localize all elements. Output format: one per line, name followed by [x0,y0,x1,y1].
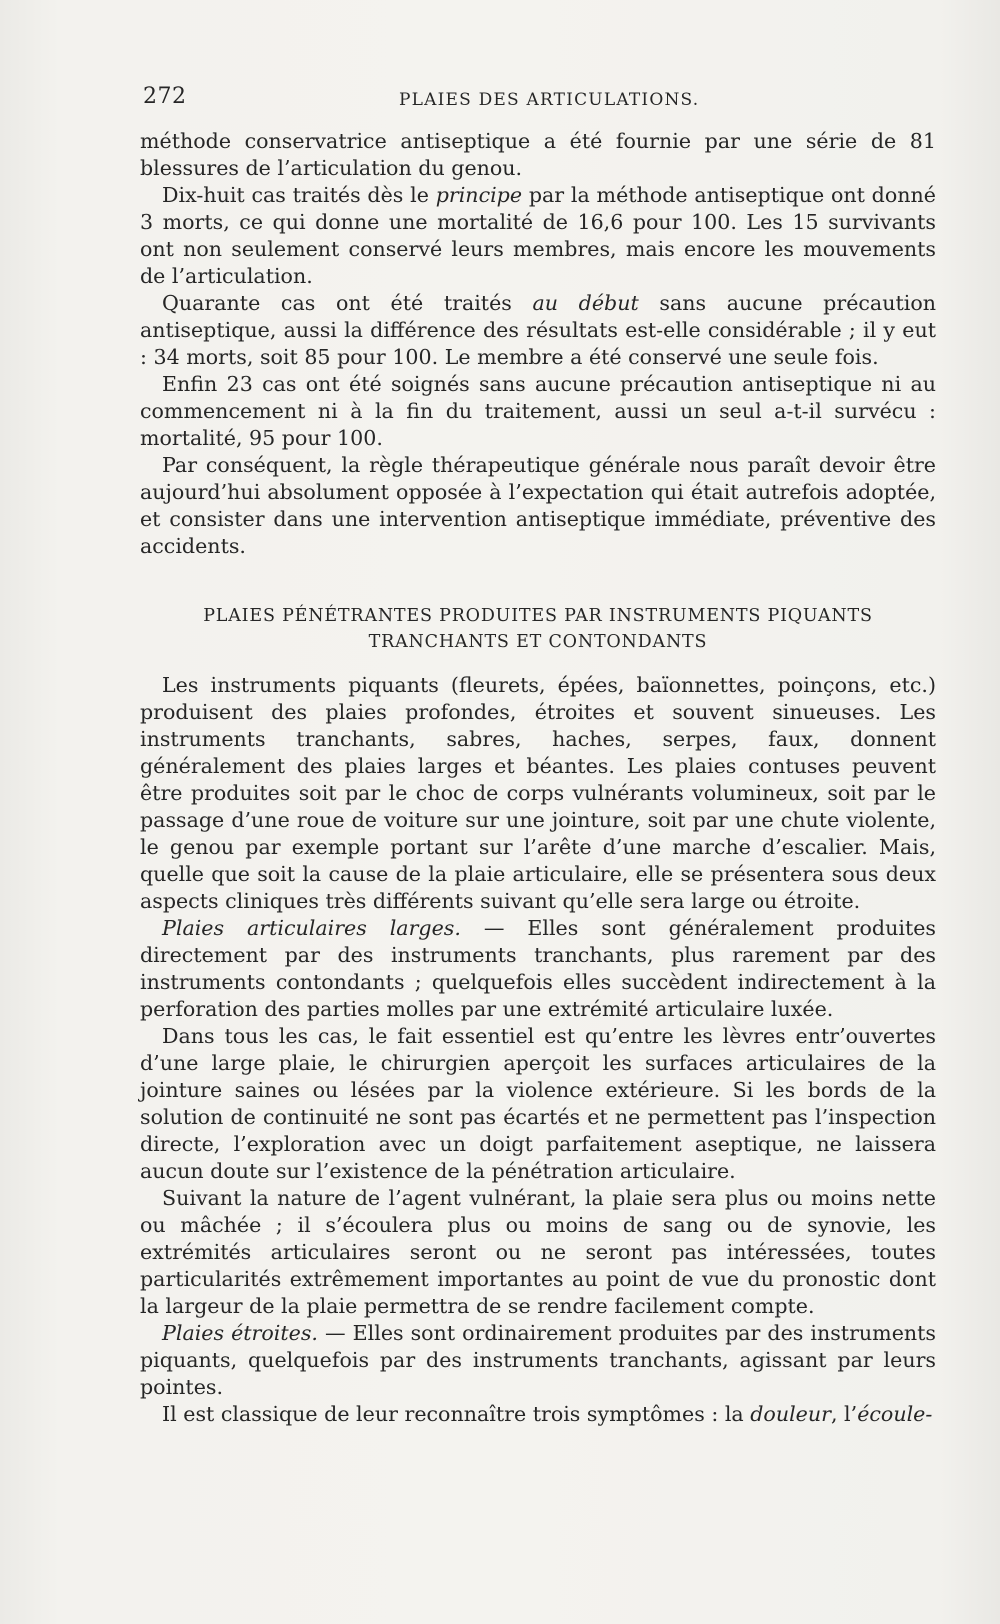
paragraph [140,1401,936,1428]
text-run: Suivant la nature de l’agent vulnérant, la plaie sera plus ou moins nette ou mâchée ; il s’écoulera plus ou moins de sang ou de synovie, les extrémités articulaires seront ou ne seront pas intéressées, toutes particularités extrêmement importantes au point de vue du pronostic dont la largeur de la plaie permettra de se rendre facilement compte. [140,1186,936,1318]
paragraph [140,182,936,290]
paragraph [140,452,936,560]
paragraph [140,1320,936,1401]
italic-text: écoule- [857,1402,933,1426]
text-run: Il est classique de leur reconnaître trois symptômes : la [162,1402,751,1426]
section-heading-line2: TRANCHANTS ET CONTONDANTS [368,632,708,652]
page-number: 272 [143,84,187,109]
section-heading [140,603,936,655]
text-run: Enfin 23 cas ont été soignés sans aucune précaution antiseptique ni au commencement ni à la fin du traitement, aussi un seul a-t-il survécu : mortalité, 95 pour 100. [140,372,936,450]
text-run: méthode conservatrice antiseptique a été fournie par une série de 81 blessures de l’articulation du genou. [140,129,936,180]
italic-text: principe [435,183,523,207]
italic-text: douleur [750,1402,831,1426]
paragraph [140,371,936,452]
text-run: , l’ [830,1402,858,1426]
paragraph [140,1185,936,1320]
paragraph [140,915,936,1023]
text-run: Les instruments piquants (fleurets, épées, baïonnettes, poinçons, etc.) produisent des plaies profondes, étroites et souvent sinueuses. Les instruments tranchants, sabres, haches, serpes, faux, donnent généralement des plaies larges et béantes. Les plaies contuses peuvent être produites soit par le choc de corps vulnérants volumineux, soit par le passage d’une roue de voiture sur une jointure, soit par une chute violente, le genou par exemple portant sur l’arête d’une marche d’escalier. Mais, quelle que soit la cause de la plaie articulaire, elle se présentera sous deux aspects cliniques très différents suivant qu’elle sera large ou étroite. [140,673,936,913]
text-run: — Elles sont généralement produites directement par des instruments tranchants, plus rarement par des instruments contondants ; quelquefois elles succèdent indirectement à la perforation des parties molles par une extrémité articulaire luxée. [140,916,936,1021]
text-run: Par conséquent, la règle thérapeutique générale nous paraît devoir être aujourd’hui absolument opposée à l’expectation qui était autrefois adoptée, et consister dans une intervention antiseptique immédiate, préventive des accidents. [140,453,936,558]
paragraph [140,290,936,371]
text-run: — Elles sont ordinairement produites par des instruments piquants, quelquefois par des instruments tranchants, agissant par leurs pointes. [140,1321,937,1399]
body-text-before [140,128,936,560]
body-text-after [140,672,936,1428]
running-head: PLAIES DES ARTICULATIONS. [399,90,700,110]
text-run: Quarante cas ont été traités [162,291,533,315]
paragraph [140,672,936,915]
italic-text: Plaies articulaires larges. [162,916,461,940]
italic-text: Plaies étroites. [162,1321,318,1345]
section-heading-line1: PLAIES PÉNÉTRANTES PRODUITES PAR INSTRUMENTS PIQUANTS [203,606,873,626]
paragraph [140,1023,936,1185]
italic-text: au début [532,291,639,315]
text-run: Dix-huit cas traités dès le [162,183,436,207]
text-run: par la méthode antiseptique ont donné 3 morts, ce qui donne une mortalité de 16,6 pour 100. Les 15 survivants ont non seulement conservé leurs membres, mais encore les mouvements de l’articulation. [140,183,936,288]
text-run: sans aucune précaution antiseptique, aussi la différence des résultats est-elle considérable ; il y eut : 34 morts, soit 85 pour 100. Le membre a été conservé une seule fois. [140,291,936,369]
text-run: Dans tous les cas, le fait essentiel est qu’entre les lèvres entr’ouvertes d’une large plaie, le chirurgien aperçoit les surfaces articulaires de la jointure saines ou lésées par la violence extérieure. Si les bords de la solution de continuité ne sont pas écartés et ne permettent pas l’inspection directe, l’exploration avec un doigt parfaitement aseptique, ne laissera aucun doute sur l’existence de la pénétration articulaire. [140,1024,936,1183]
page-header [143,84,943,118]
paragraph [140,128,936,182]
